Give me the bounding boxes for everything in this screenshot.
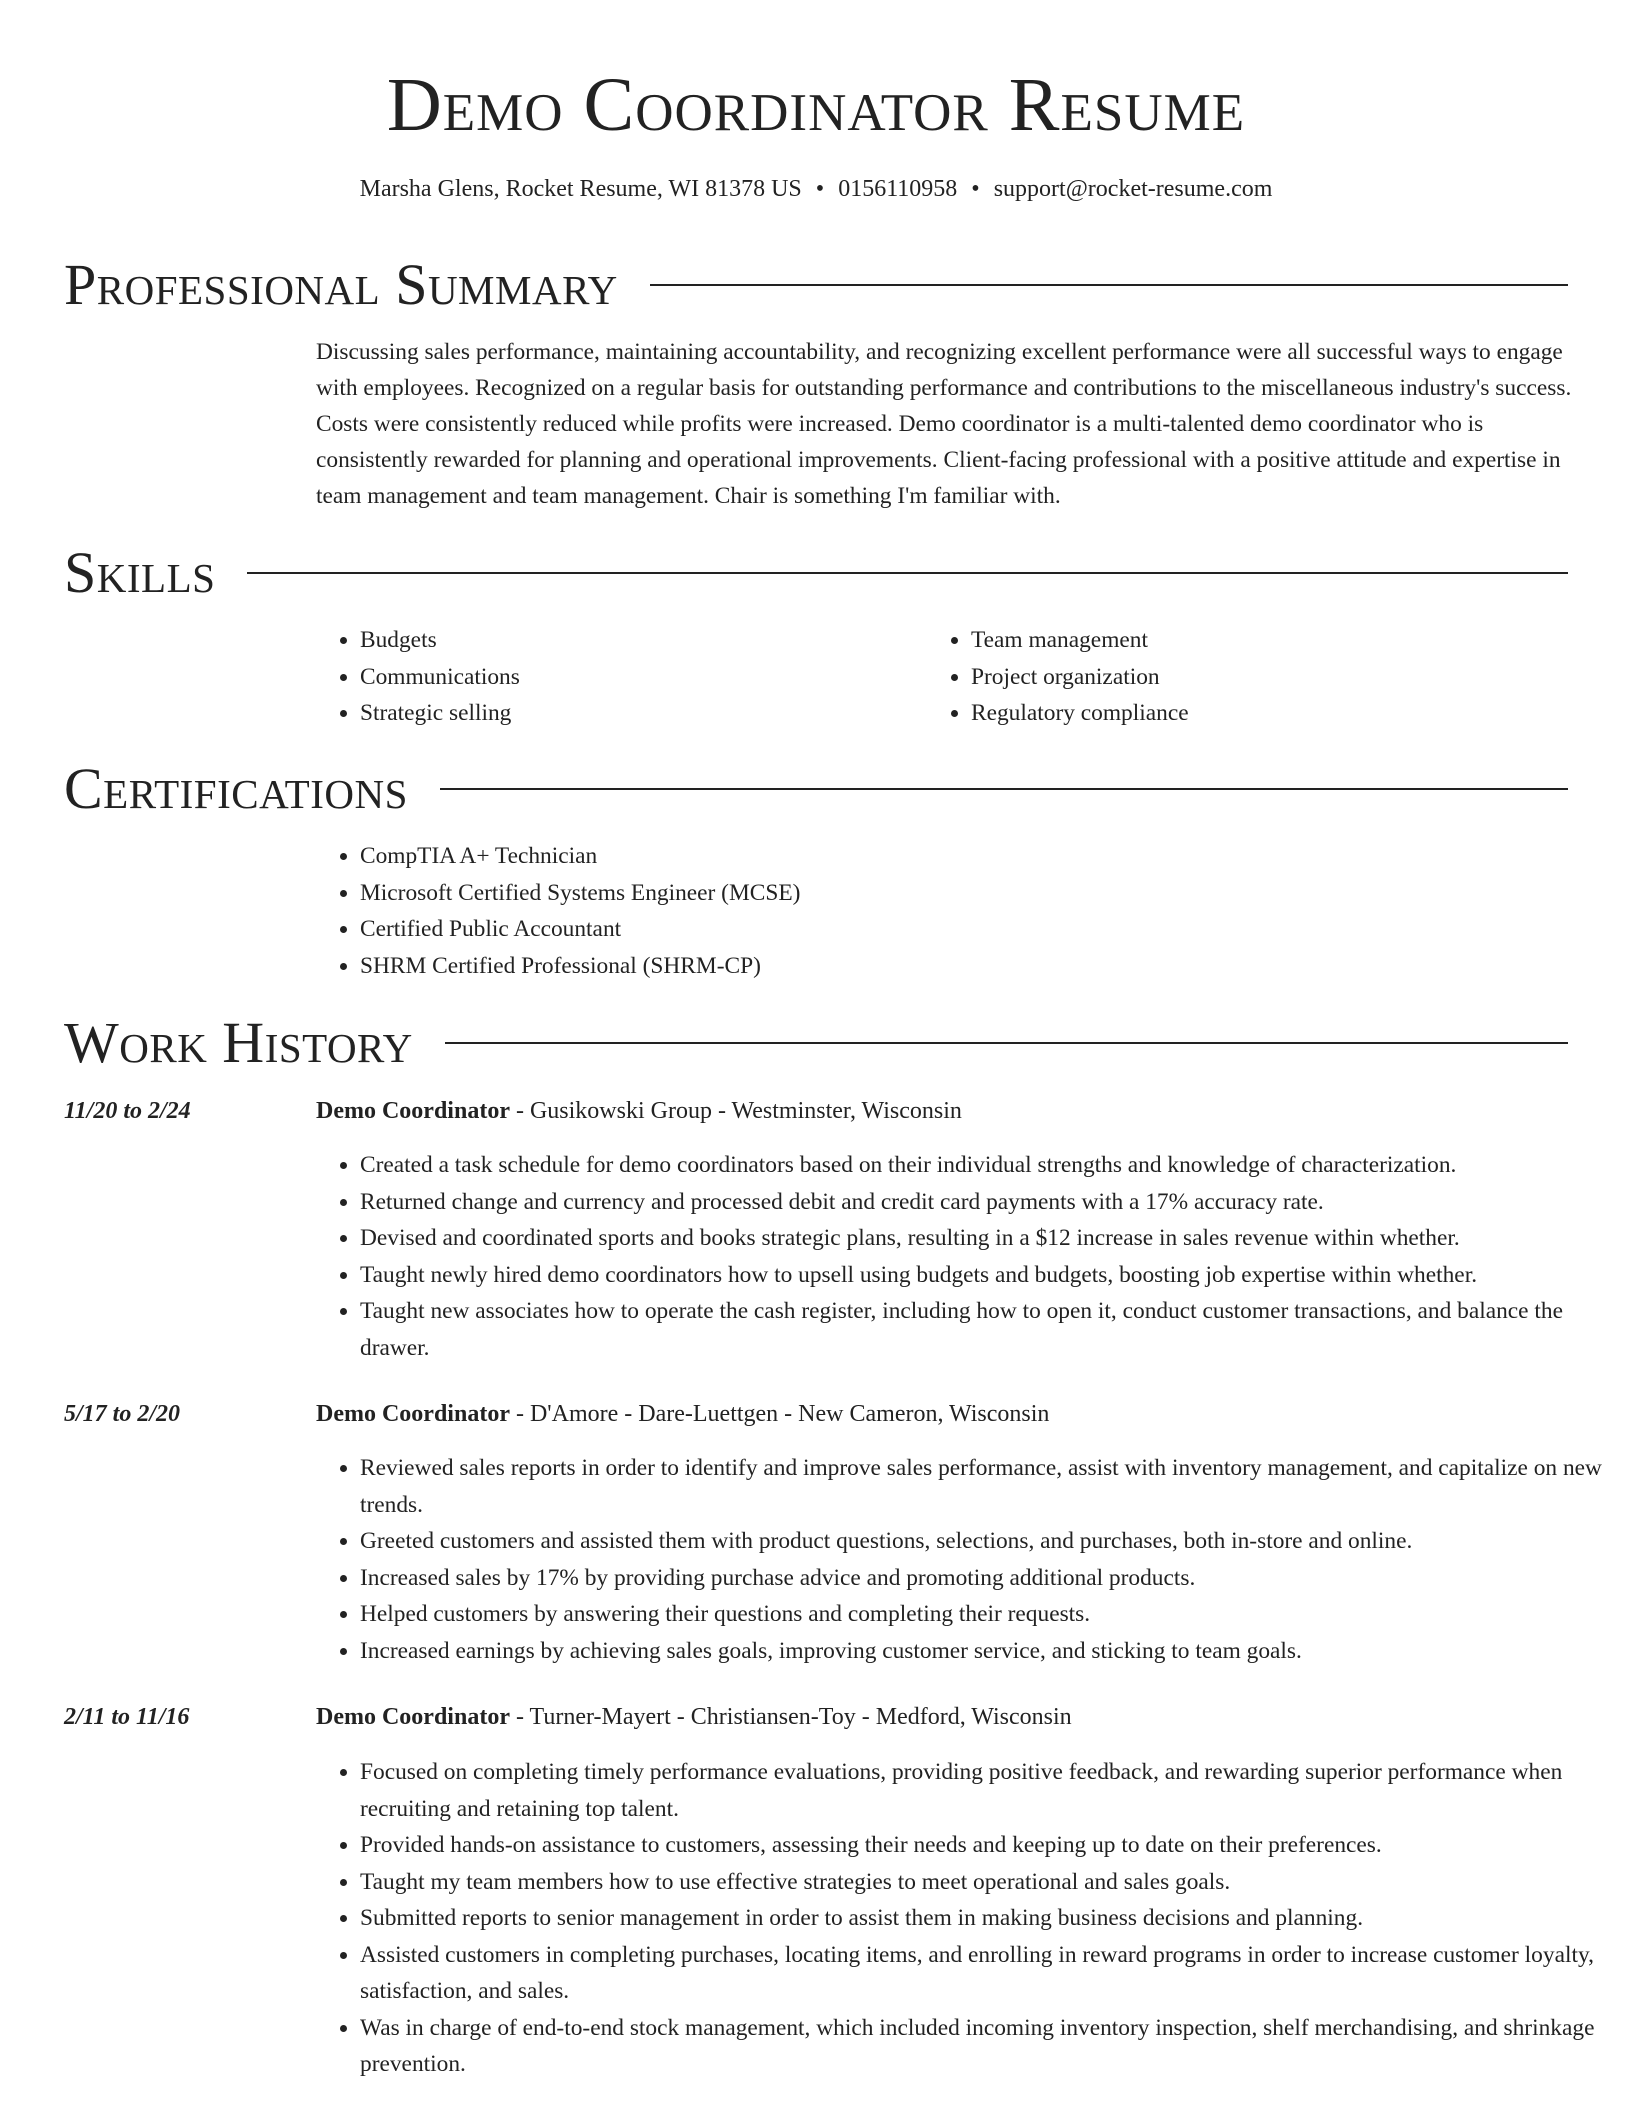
certifications-heading-row — [64, 757, 1568, 821]
certification-item: • Microsoft Certified Systems Engineer (MCSE) — [360, 875, 1616, 912]
skills-heading: Skills — [64, 540, 216, 605]
contact-address: Marsha Glens, Rocket Resume, WI 81378 US — [359, 176, 802, 202]
section-divider — [650, 284, 1568, 286]
job-bullet: • Returned change and currency and processed debit and credit card payments with a 17% accuracy rate. — [360, 1184, 1616, 1221]
job-bullet: • Reviewed sales reports in order to identify and improve sales performance, assist with inventory management, and capitalize on new trends. — [360, 1450, 1616, 1523]
work-heading: Work History — [64, 1010, 413, 1075]
job-dates: 5/17 to 2/20 — [64, 1401, 181, 1427]
job-employer: - Turner-Mayert - Christiansen-Toy - Medford, Wisconsin — [509, 1704, 1072, 1730]
section-divider — [247, 572, 1568, 574]
job-title: Demo Coordinator — [316, 1401, 510, 1427]
job-heading — [316, 1094, 962, 1128]
skills-list-left — [316, 622, 920, 732]
job-title: Demo Coordinator — [316, 1098, 510, 1124]
summary-text: Discussing sales performance, maintaining accountability, and recognizing excellent performance were all successful ways to engage with employees. Recognized on a regular basis for outstanding performance and contributions to the miscellaneous industry's success. Costs were consistently reduced while profits were increased. Demo coordinator is a multi-talented demo coordinator who is consistently rewarded for planning and operational improvements. Client-facing professional with a positive attitude and expertise in team management and team management. Chair is something I'm familiar with. — [316, 339, 1572, 509]
job-employer: - Gusikowski Group - Westminster, Wisconsin — [509, 1098, 962, 1124]
job-bullet: • Taught my team members how to use effective strategies to meet operational and sales goals. — [360, 1864, 1616, 1901]
job-dates: 11/20 to 2/24 — [64, 1098, 191, 1124]
contact-separator: • — [815, 176, 825, 202]
skill-item: • Project organization — [971, 659, 1591, 696]
resume-title: Demo Coordinator Resume — [386, 63, 1246, 147]
contact-email: support@rocket-resume.com — [993, 176, 1273, 202]
certification-item: • Certified Public Accountant — [360, 911, 1616, 948]
summary-heading-row — [64, 253, 1568, 317]
job-bullets — [316, 1450, 1616, 1669]
job-bullet: • Assisted customers in completing purchases, locating items, and enrolling in reward programs in order to increase customer loyalty, satisfaction, and sales. — [360, 1937, 1616, 2010]
contact-line — [0, 173, 1632, 205]
certifications-list — [316, 838, 1616, 984]
job-bullet: • Created a task schedule for demo coordinators based on their individual strengths and knowledge of characterization. — [360, 1147, 1616, 1184]
skill-item: • Budgets — [360, 622, 920, 659]
skills-list-right — [927, 622, 1591, 732]
job-employer: - D'Amore - Dare-Luettgen - New Cameron, Wisconsin — [509, 1401, 1050, 1427]
skill-item: • Team management — [971, 622, 1591, 659]
certifications-heading: Certifications — [64, 756, 408, 821]
work-heading-row — [64, 1011, 1568, 1075]
skill-item: • Strategic selling — [360, 695, 920, 732]
job-bullet: • Taught newly hired demo coordinators how to upsell using budgets and budgets, boosting job expertise within whether. — [360, 1257, 1616, 1294]
job-bullet: • Taught new associates how to operate the cash register, including how to open it, conduct customer transactions, and balance the drawer. — [360, 1293, 1616, 1366]
summary-heading: Professional Summary — [64, 252, 618, 317]
job-bullets — [316, 1754, 1616, 2083]
contact-phone: 0156110958 — [838, 176, 958, 202]
section-divider — [440, 788, 1568, 790]
job-bullet: • Increased sales by 17% by providing purchase advice and promoting additional products. — [360, 1560, 1616, 1597]
job-bullet: • Provided hands-on assistance to customers, assessing their needs and keeping up to date on their preferences. — [360, 1827, 1616, 1864]
certification-item: • SHRM Certified Professional (SHRM-CP) — [360, 948, 1616, 985]
job-heading — [316, 1700, 1072, 1734]
certification-item: • CompTIA A+ Technician — [360, 838, 1616, 875]
section-divider — [445, 1042, 1568, 1044]
job-bullet: • Helped customers by answering their questions and completing their requests. — [360, 1596, 1616, 1633]
job-bullet: • Was in charge of end-to-end stock management, which included incoming inventory inspection, shelf merchandising, and shrinkage prevention. — [360, 2010, 1616, 2083]
skills-heading-row — [64, 541, 1568, 605]
job-heading — [316, 1397, 1049, 1431]
job-title: Demo Coordinator — [316, 1704, 510, 1730]
job-bullet: • Devised and coordinated sports and books strategic plans, resulting in a $12 increase in sales revenue within whether. — [360, 1220, 1616, 1257]
skill-item: • Communications — [360, 659, 920, 696]
job-bullets — [316, 1147, 1616, 1366]
contact-separator: • — [971, 176, 980, 202]
job-bullet: • Increased earnings by achieving sales goals, improving customer service, and sticking to team goals. — [360, 1633, 1616, 1670]
job-bullet: • Submitted reports to senior management in order to assist them in making business decisions and planning. — [360, 1900, 1616, 1937]
job-dates: 2/11 to 11/16 — [64, 1704, 190, 1730]
job-bullet: • Greeted customers and assisted them with product questions, selections, and purchases, both in-store and online. — [360, 1523, 1616, 1560]
job-bullet: • Focused on completing timely performance evaluations, providing positive feedback, and rewarding superior performance when recruiting and retaining top talent. — [360, 1754, 1616, 1827]
skill-item: • Regulatory compliance — [971, 695, 1591, 732]
